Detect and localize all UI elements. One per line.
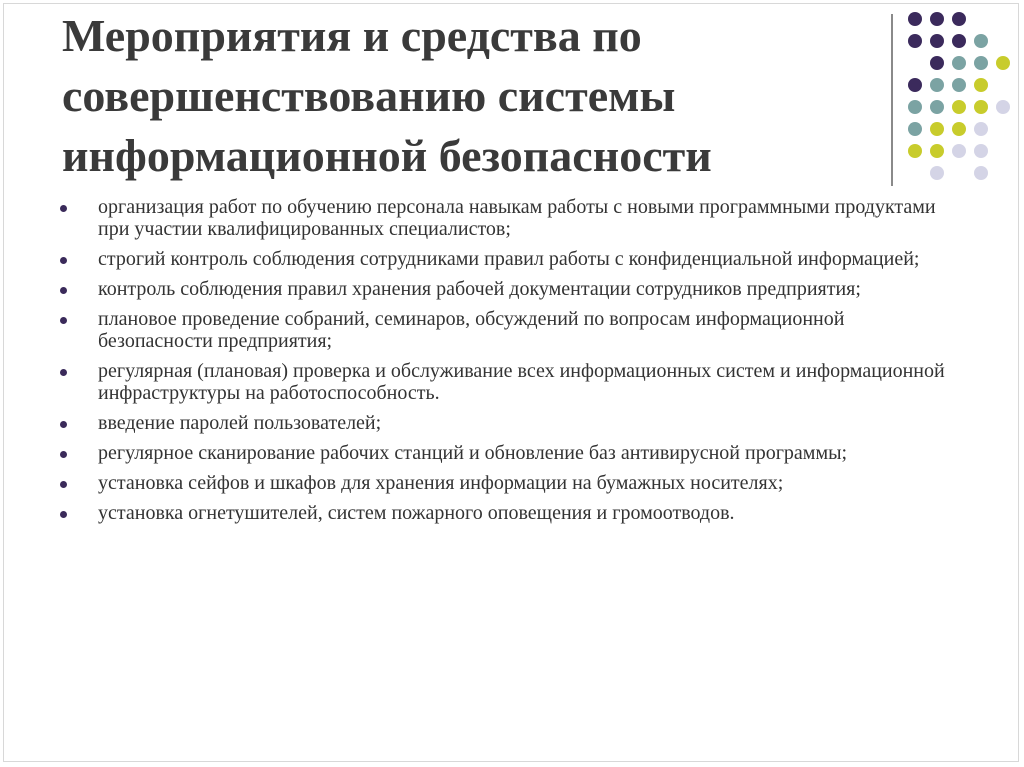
title-line-1: Мероприятия и средства по: [62, 10, 642, 61]
dot-icon: [908, 122, 922, 136]
dot-icon: [930, 78, 944, 92]
bullet-text: строгий контроль соблюдения сотрудниками правил работы с конфиденциальной информацией;: [98, 248, 920, 270]
bullet-text: установка сейфов и шкафов для хранения информации на бумажных носителях;: [98, 472, 784, 494]
dot-icon: [930, 122, 944, 136]
decorative-dot-grid-icon: [904, 8, 1024, 168]
dot-icon: [930, 12, 944, 26]
bullet-item: [56, 412, 956, 434]
bullet-text: плановое проведение собраний, семинаров, обсуждений по вопросам информационной безопасности предприятия;: [98, 308, 845, 352]
dot-icon: [952, 100, 966, 114]
bullet-list: [56, 196, 956, 532]
bullet-item: [56, 278, 956, 300]
dot-icon: [952, 12, 966, 26]
title-line-2: совершенствованию системы: [62, 70, 676, 121]
bullet-dot-icon: [60, 317, 67, 324]
dot-icon: [974, 78, 988, 92]
bullet-text: введение паролей пользователей;: [98, 412, 382, 434]
dot-icon: [952, 144, 966, 158]
dot-icon: [974, 166, 988, 180]
bullet-text: регулярная (плановая) проверка и обслуживание всех информационных систем и информационной инфраструктуры на работоспособность.: [98, 360, 945, 404]
dot-icon: [974, 144, 988, 158]
dot-icon: [930, 166, 944, 180]
bullet-item: [56, 308, 956, 352]
bullet-text: регулярное сканирование рабочих станций и обновление баз антивирусной программы;: [98, 442, 848, 464]
bullet-dot-icon: [60, 369, 67, 376]
dot-icon: [974, 56, 988, 70]
dot-icon: [974, 34, 988, 48]
slide-title: [62, 6, 862, 186]
dot-icon: [952, 78, 966, 92]
dot-icon: [974, 122, 988, 136]
bullet-dot-icon: [60, 511, 67, 518]
bullet-item: [56, 472, 956, 494]
bullet-dot-icon: [60, 287, 67, 294]
dot-icon: [952, 34, 966, 48]
dot-icon: [996, 56, 1010, 70]
bullet-item: [56, 196, 956, 240]
bullet-dot-icon: [60, 481, 67, 488]
bullet-item: [56, 502, 956, 524]
dot-icon: [908, 34, 922, 48]
bullet-text: организация работ по обучению персонала навыкам работы с новыми программными продуктами при участии квалифицированных специалистов;: [98, 196, 936, 240]
dot-icon: [908, 144, 922, 158]
bullet-item: [56, 248, 956, 270]
dot-icon: [908, 100, 922, 114]
bullet-text: установка огнетушителей, систем пожарного оповещения и громоотводов.: [98, 502, 735, 524]
bullet-item: [56, 360, 956, 404]
divider-line: [891, 14, 893, 186]
title-line-3: информационной безопасности: [62, 130, 712, 181]
dot-icon: [974, 100, 988, 114]
bullet-dot-icon: [60, 451, 67, 458]
dot-icon: [952, 122, 966, 136]
dot-icon: [908, 78, 922, 92]
bullet-dot-icon: [60, 257, 67, 264]
dot-icon: [952, 56, 966, 70]
dot-icon: [908, 12, 922, 26]
bullet-text: контроль соблюдения правил хранения рабочей документации сотрудников предприятия;: [98, 278, 861, 300]
dot-icon: [930, 100, 944, 114]
dot-icon: [930, 144, 944, 158]
dot-icon: [930, 56, 944, 70]
dot-icon: [996, 100, 1010, 114]
bullet-item: [56, 442, 956, 464]
dot-icon: [930, 34, 944, 48]
bullet-dot-icon: [60, 421, 67, 428]
bullet-dot-icon: [60, 205, 67, 212]
